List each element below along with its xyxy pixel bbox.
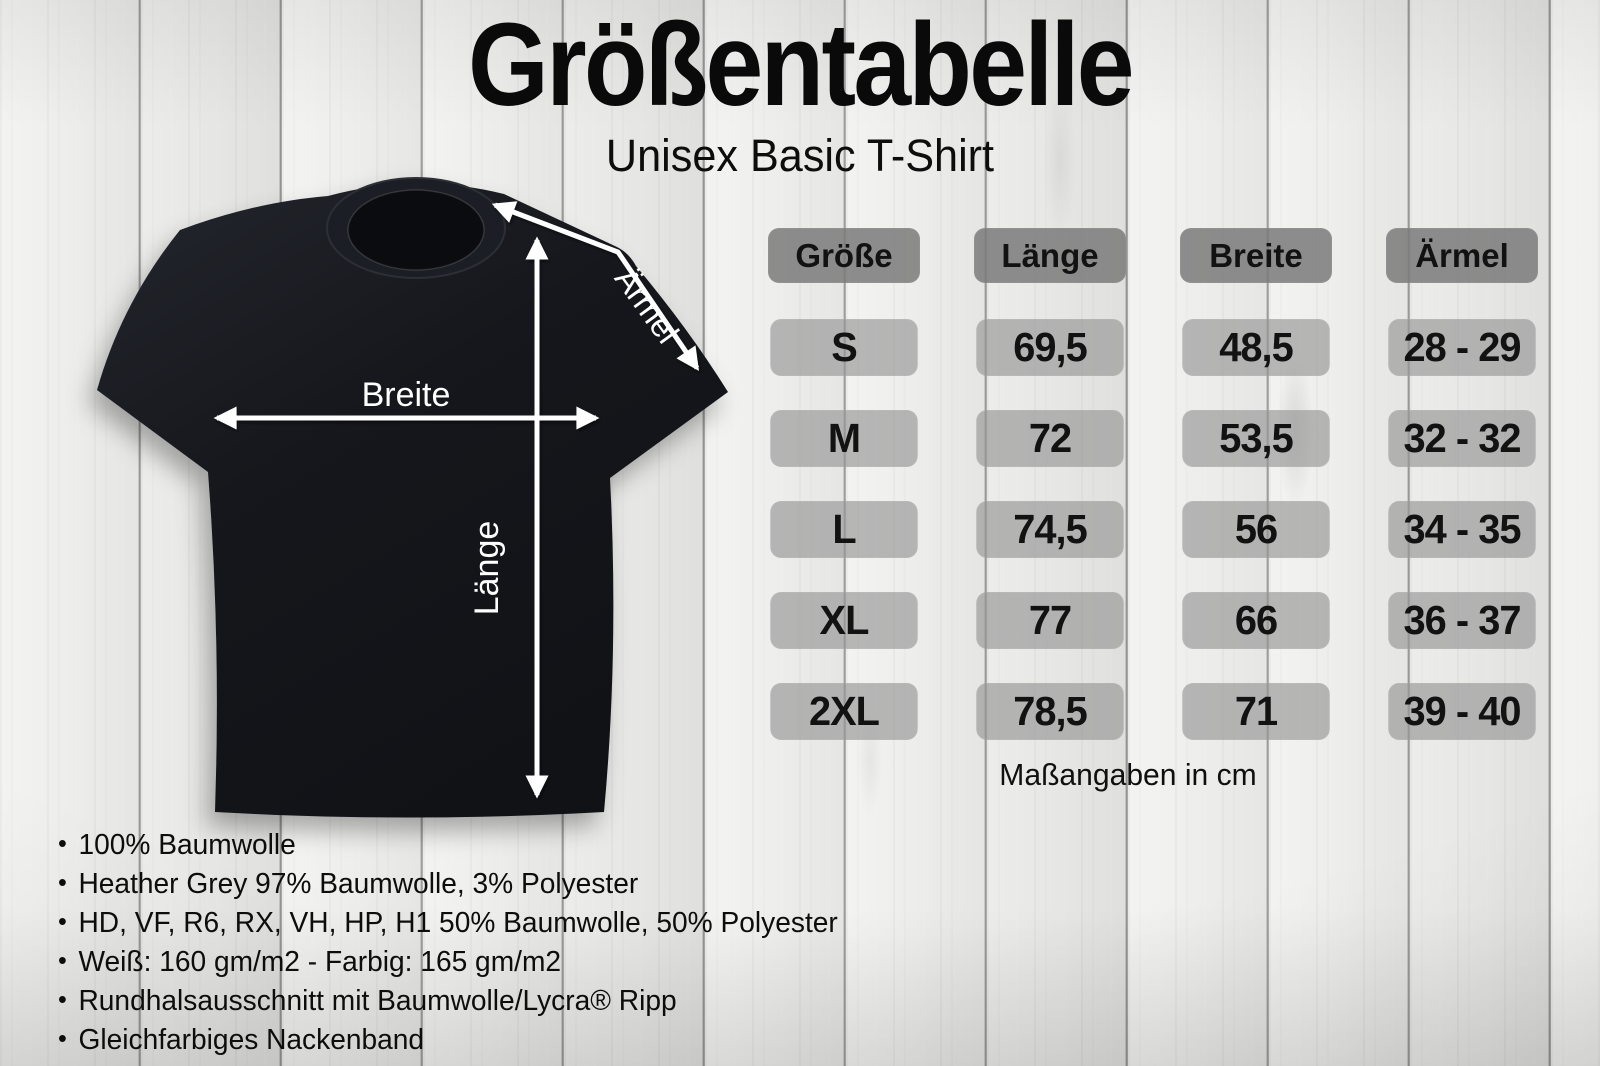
page-title: Größentabelle <box>468 0 1132 131</box>
cell-l-size: L <box>770 501 917 558</box>
header-cell-laenge: Länge <box>974 228 1126 283</box>
bullet-icon: • <box>58 867 67 897</box>
cell-xl-aermel: 36 - 37 <box>1388 592 1535 649</box>
cell-m-breite: 53,5 <box>1182 410 1329 467</box>
feature-text: HD, VF, R6, RX, VH, HP, H1 50% Baumwolle, 50% Polyester <box>78 907 838 939</box>
page-subtitle: Unisex Basic T-Shirt <box>605 130 995 181</box>
cell-s-breite: 48,5 <box>1182 319 1329 376</box>
size-table <box>768 228 1540 740</box>
sleeve-arrow-label: Ärmel <box>607 261 687 350</box>
feature-item-material <box>58 826 838 865</box>
feature-item-neck-rib <box>58 982 838 1021</box>
bullet-icon: • <box>58 906 67 936</box>
cell-m-size: M <box>770 410 917 467</box>
cell-s-laenge: 69,5 <box>976 319 1123 376</box>
cell-xl-breite: 66 <box>1182 592 1329 649</box>
bullet-icon: • <box>58 984 67 1014</box>
width-arrow-label: Breite <box>361 376 451 414</box>
cell-l-breite: 56 <box>1182 501 1329 558</box>
feature-item-neck-tape <box>58 1021 838 1060</box>
cell-m-aermel: 32 - 32 <box>1388 410 1535 467</box>
feature-text: Weiß: 160 gm/m2 - Farbig: 165 gm/m2 <box>78 946 562 978</box>
cell-l-aermel: 34 - 35 <box>1388 501 1535 558</box>
cell-m-laenge: 72 <box>976 410 1123 467</box>
bullet-icon: • <box>58 828 67 858</box>
cell-2xl-laenge: 78,5 <box>976 683 1123 740</box>
feature-text: Rundhalsausschnitt mit Baumwolle/Lycra® Ripp <box>78 985 677 1017</box>
bullet-icon: • <box>58 945 67 975</box>
cell-s-aermel: 28 - 29 <box>1388 319 1535 376</box>
cell-l-laenge: 74,5 <box>976 501 1123 558</box>
length-arrow-label: Länge <box>468 520 506 616</box>
tshirt-diagram <box>40 160 760 860</box>
feature-text: 100% Baumwolle <box>78 829 296 861</box>
bullet-icon: • <box>58 1023 67 1053</box>
feature-item-blend-codes <box>58 904 838 943</box>
cell-2xl-aermel: 39 - 40 <box>1388 683 1535 740</box>
feature-item-weight <box>58 943 838 982</box>
header-cell-groesse: Größe <box>768 228 920 283</box>
feature-text: Gleichfarbiges Nackenband <box>78 1024 425 1056</box>
tshirt-graphic <box>40 160 760 860</box>
header-cell-breite: Breite <box>1180 228 1332 283</box>
units-caption: Maßangaben in cm <box>999 757 1257 792</box>
collar-opening <box>348 190 484 270</box>
feature-text: Heather Grey 97% Baumwolle, 3% Polyester <box>78 868 639 900</box>
cell-2xl-size: 2XL <box>770 683 917 740</box>
cell-xl-size: XL <box>770 592 917 649</box>
header-cell-aermel: Ärmel <box>1386 228 1538 283</box>
feature-item-heather-grey <box>58 865 838 904</box>
cell-s-size: S <box>770 319 917 376</box>
cell-2xl-breite: 71 <box>1182 683 1329 740</box>
feature-list <box>58 826 862 1060</box>
cell-xl-laenge: 77 <box>976 592 1123 649</box>
